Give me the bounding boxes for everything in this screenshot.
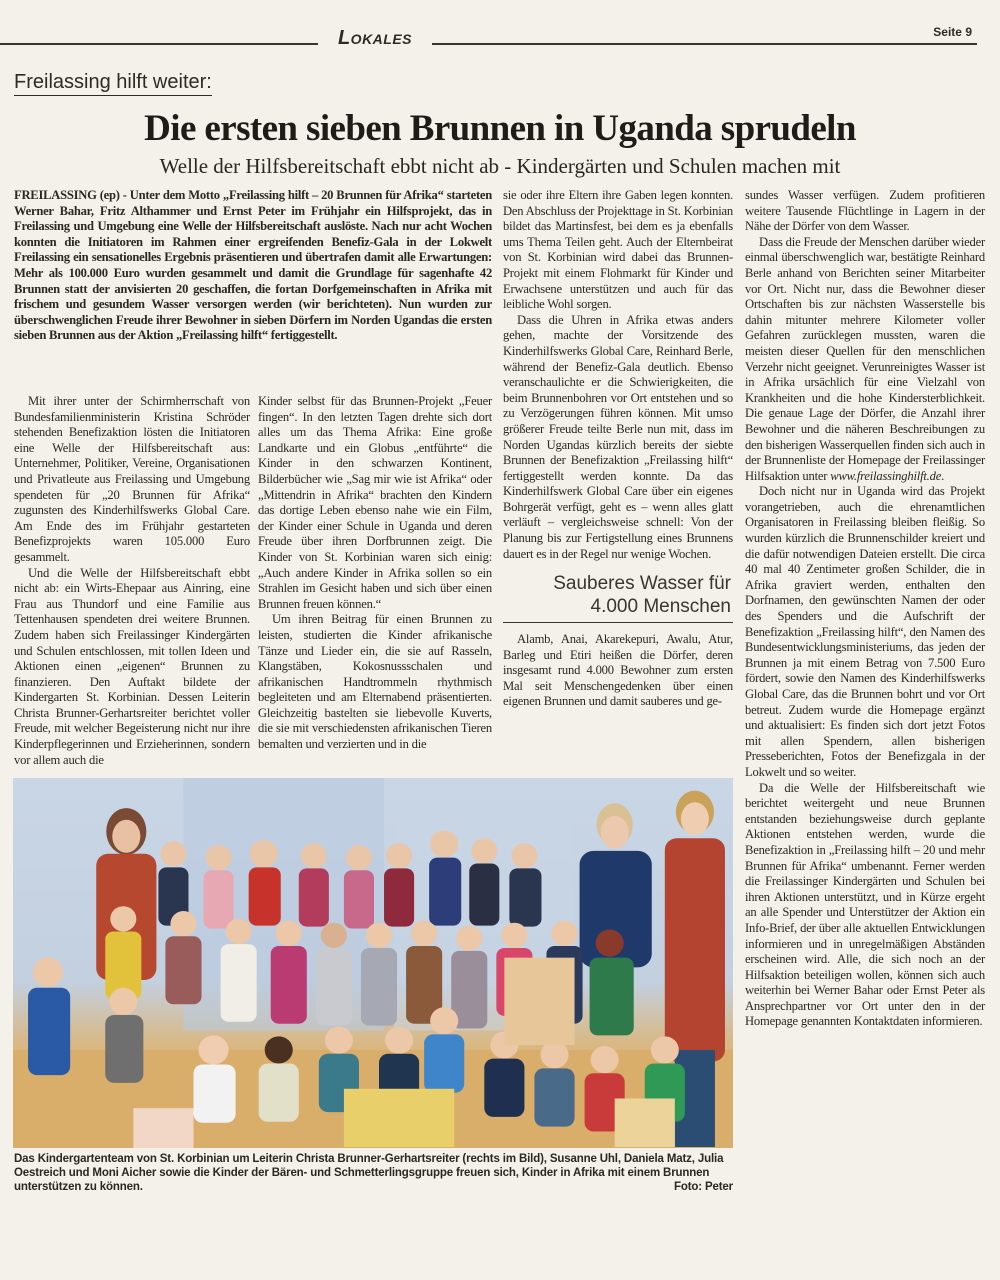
- column-1: [14, 394, 250, 768]
- column-3-continued: [503, 632, 733, 710]
- paragraph: Doch nicht nur in Uganda wird das Projekt vorangetrieben, auch die ehrenamtlichen Organisatoren in Freilassing bleiben fleißig. So wurden kürzlich die Brunnenschilder kreiert und die dafür notwendigen Dateien erstellt. Die circa 40 mal 40 Zentimeter großen Schilder, die in Afrika graviert werden, enthalten den Dorfnamen, den gewünschten Namen der oder des Spenders und die Aufschrift der Benefizaktion „Freilassing hilft“, den Namen des Bundesentwicklungsministeriums, das jeden der Brunnen ja mit einem Betrag von 7.500 Euro fördert, sowie den Namen des Kinderhilfswerks Global Care, das die Brunnen bohrt und vor Ort betreut. Zudem wurde die Homepage ergänzt und aktualisiert: Es finden sich dort jetzt Fotos mit allen Spendern, allen bisherigen Presseberichten, Fotos der Benefizgala in der Lokwelt und so weiter.: [745, 484, 985, 779]
- paragraph: Um ihren Beitrag für einen Brunnen zu leisten, studierten die Kinder afrikanische Tänze und Lieder ein, die sie auf Rasseln, Klangstäben, Kokosnussschalen und afrikanischen Handtrommeln rhythmisch begleiteten und am Elternabend präsentierten. Gleichzeitig bastelten sie liebevolle Kuverts, die sie mit verschiedensten afrikanischen Tieren bemalten und verzierten und in die: [258, 612, 492, 752]
- paragraph: Dass die Uhren in Afrika etwas anders gehen, machte der Vorsitzende des Kinderhilfswerks Global Care, Reinhard Berle, während der Benefiz-Gala deutlich. Ebenso veranschaulichte er die Schwierigkeiten, die beim Brunnenbohren vor Ort entstehen und so zu Verzögerungen führen können. Mit umso größerer Freude teilte Berle nun mit, dass im Norden Ugandas kürzlich bereits der siebte Brunnen der Benefizaktion „Freilassing hilft“ fertiggestellt werden konnte. Da das Kinderhilfswerk Global Care über ein eigenes Bohrgerät verfügt, geht es – wenn alles glatt verläuft – vergleichsweise schnell: Von der Planung bis zur Fertigstellung eines Brunnens dauert es in der Regel nur wenige Wochen.: [503, 312, 733, 561]
- section-title: Lokales: [337, 27, 413, 49]
- paragraph: sundes Wasser verfügen. Zudem profitieren weitere Tausende Flüchtlinge in Lagern in der Nähe der Dörfer von dem Wasser.: [745, 188, 985, 234]
- paragraph: [745, 235, 985, 485]
- paragraph: Mit ihrer unter der Schirmherrschaft von Bundesfamilienministerin Kristina Schröder stehenden Benefizaktion lösten die Initiatoren eine Welle der Hilfsbereitschaft aus: Unternehmer, Politiker, Vereine, Organisationen und Privatleute aus Freilassing und Umgebung spendeten für „20 Brunnen für Afrika“ zugunsten des Kinderhilfswerks Global Care. Am Ende des im Frühjahr gestarteten Benefizprojekts waren 105.000 Euro gesammelt.: [14, 394, 250, 564]
- photo-credit: Foto: Peter: [673, 1181, 733, 1193]
- group-photo-illustration: [13, 778, 733, 1148]
- paragraph: sie oder ihre Eltern ihre Gaben legen konnten. Den Abschluss der Projekttage in St. Korbinian bildet das Martinsfest, bei dem es ja ebenfalls ums Thema Teilen geht. Auch der Elternbeirat von St. Korbinian wird dabei das Brunnen-Projekt mit einem Flohmarkt für Kinder und Erwachsene unterstützen und auch für das leibliche Wohl sorgen.: [503, 188, 733, 312]
- column-4: [745, 188, 985, 1030]
- lead-paragraph: FREILASSING (ep) - Unter dem Motto „Freilassing hilft – 20 Brunnen für Afrika“ starteten Werner Bahar, Fritz Althammer und Ernst Peter im Frühjahr ein Hilfsprojekt, das in Freilassing und Umgebung eine Welle der Hilfsbereitschaft auslöste. Nach nur acht Wochen konnten die Initiatoren im Rahmen einer ergreifenden Benefiz-Gala in der Lokwelt Freilassing ein sensationelles Ergebnis präsentieren und übertrafen damit alle Erwartungen: Mehr als 100.000 Euro wurden gesammelt und damit die Grundlage für sagenhafte 42 Brunnen statt der anvisierten 20 geschaffen, die fortan Dorfgemeinschaften in Afrika mit frischem und gesundem Wasser versorgen werden (wir berichteten). Nun wurden zur überschwenglichen Freude ihrer Bewohner in sieben Dörfern im Norden Ugandas die ersten sieben Brunnen aus der Aktion „Freilassing hilft“ fertiggestellt.: [14, 188, 492, 343]
- column-3: [503, 188, 733, 562]
- rubric-rule-left: [0, 43, 318, 45]
- intertitle-line-2: 4.000 Menschen: [590, 596, 731, 617]
- kicker: Freilassing hilft weiter:: [14, 70, 212, 96]
- paragraph: Kinder selbst für das Brunnen-Projekt „Feuer fingen“. In den letzten Tagen drehte sich dort alles um das Thema Afrika: Eine große Landkarte und ein Globus „entführte“ die Kinder in den schwarzen Kontinent, Bilderbücher wie „Sag mir wie ist Afrika“ oder „Mittendrin in Afrika“ brachten den Kindern das dortige Leben ebenso nahe wie ein Film, der Kinder einer Schule in Uganda und deren Freude über ihren Dorfbrunnen zeigt. Die Kinder von St. Korbinian waren sich einig: „Auch andere Kinder in Afrika sollen so ein Strahlen im Gesicht haben und sich über einen Brunnen freuen können.“: [258, 394, 492, 611]
- paragraph: Und die Welle der Hilfsbereitschaft ebbt nicht ab: ein Wirts-Ehepaar aus Ainring, eine Frau aus Thundorf und eine Familie aus Tettenhausen spendeten drei weitere Brunnen. Zudem haben sich Freilassinger Kindergärten und Schulen entschlossen, mit tollen Ideen und Aktionen einen „eigenen“ Brunnen zu finanzieren. Den Auftakt bildete der Kindergarten St. Korbinian. Dessen Leiterin Christa Brunner-Gerhartsreiter berichtet voller Freude, mit welcher Begeisterung nicht nur ihre Kinderpflegerinnen und Erzieherinnen, sondern vor allem auch die: [14, 565, 250, 767]
- paragraph-end: .: [941, 468, 945, 483]
- intertitle-rule: [503, 622, 733, 623]
- intertitle-line-1: Sauberes Wasser für: [553, 573, 731, 594]
- caption-text: Das Kindergartenteam von St. Korbinian um Leiterin Christa Brunner-Gerhartsreiter (rechts im Bild), Susanne Uhl, Daniela Matz, Julia Oestreich und Moni Aicher sowie die Kinder der Bären- und Schmetterlingsgruppe freuen sich, Kinder in Afrika mit einem Brunnen unterstützen zu können.: [14, 1153, 724, 1193]
- rubric-rule-right: [432, 43, 977, 45]
- subheadline: Welle der Hilfsbereitschaft ebbt nicht ab - Kindergärten und Schulen machen mit: [159, 154, 841, 178]
- page-number: Seite 9: [933, 25, 972, 39]
- paragraph-text: Dass die Freude der Menschen darüber wieder einmal überschwenglich war, bestätigte Reinhard Berle anhand von Berichten seiner Mitarbeiter vor Ort. Nicht nur, dass die Bewohner dieser Ortschaften bis zur nächsten Wasserstelle bis dahin mitunter mehrere Kilometer voller Gefahren zurücklegen mussten, waren die meisten dieser Quellen für den menschlichen Verzehr nicht geeignet. Verunreinigtes Wasser ist in Afrika ursächlich für eine Vielzahl von Krankheiten und die hohe Kindersterblichkeit. Die genaue Lage der Dörfer, die Anzahl ihrer Bewohner und die näheren Beschreibungen zu den bisherigen Wasserquellen finden sich auch in der Brunnenliste der Homepage der Freilassinger Hilfsaktion unter: [745, 234, 985, 483]
- paragraph: Alamb, Anai, Akarekepuri, Awalu, Atur, Barleg und Etiri heißen die Dörfer, deren insgesamt rund 4.000 Bewohner zum ersten Mal seit Menschengedenken über einen eigenen Brunnen und damit sauberes und ge-: [503, 632, 733, 709]
- photo-caption: [14, 1152, 733, 1194]
- paragraph: Da die Welle der Hilfsbereitschaft wie berichtet weitergeht und neue Brunnen entstanden beziehungsweise durch geplante Aktionen entstehen werden, wurde die Benefizaktion in „Freilassing hilft – 20 und mehr Brunnen für Afrika“ umbenannt. Ferner werden die Freilassinger Kindergärten und Schulen bei ihren Aktionen unterstützt, und in Kürze ergeht an alle Spender und Unterstützer der Aktion ein Info-Brief, der über alle aktuellen Entwicklungen informieren und in unregelmäßigen Abständen erscheinen wird. Alle, die sich noch an der Hilfsaktion beteiligen wollen, können sich auch weiterhin bei Werner Bahar oder Ernst Peter als Ansprechpartner vor Ort unter den in der Homepage genannten Kontaktdaten informieren.: [745, 780, 985, 1029]
- headline: Die ersten sieben Brunnen in Uganda sprudeln: [144, 108, 856, 149]
- column-2: [258, 394, 492, 753]
- intertitle: [503, 572, 731, 618]
- website-link[interactable]: www.freilassinghilft.de: [830, 468, 942, 483]
- group-photo: [13, 778, 733, 1148]
